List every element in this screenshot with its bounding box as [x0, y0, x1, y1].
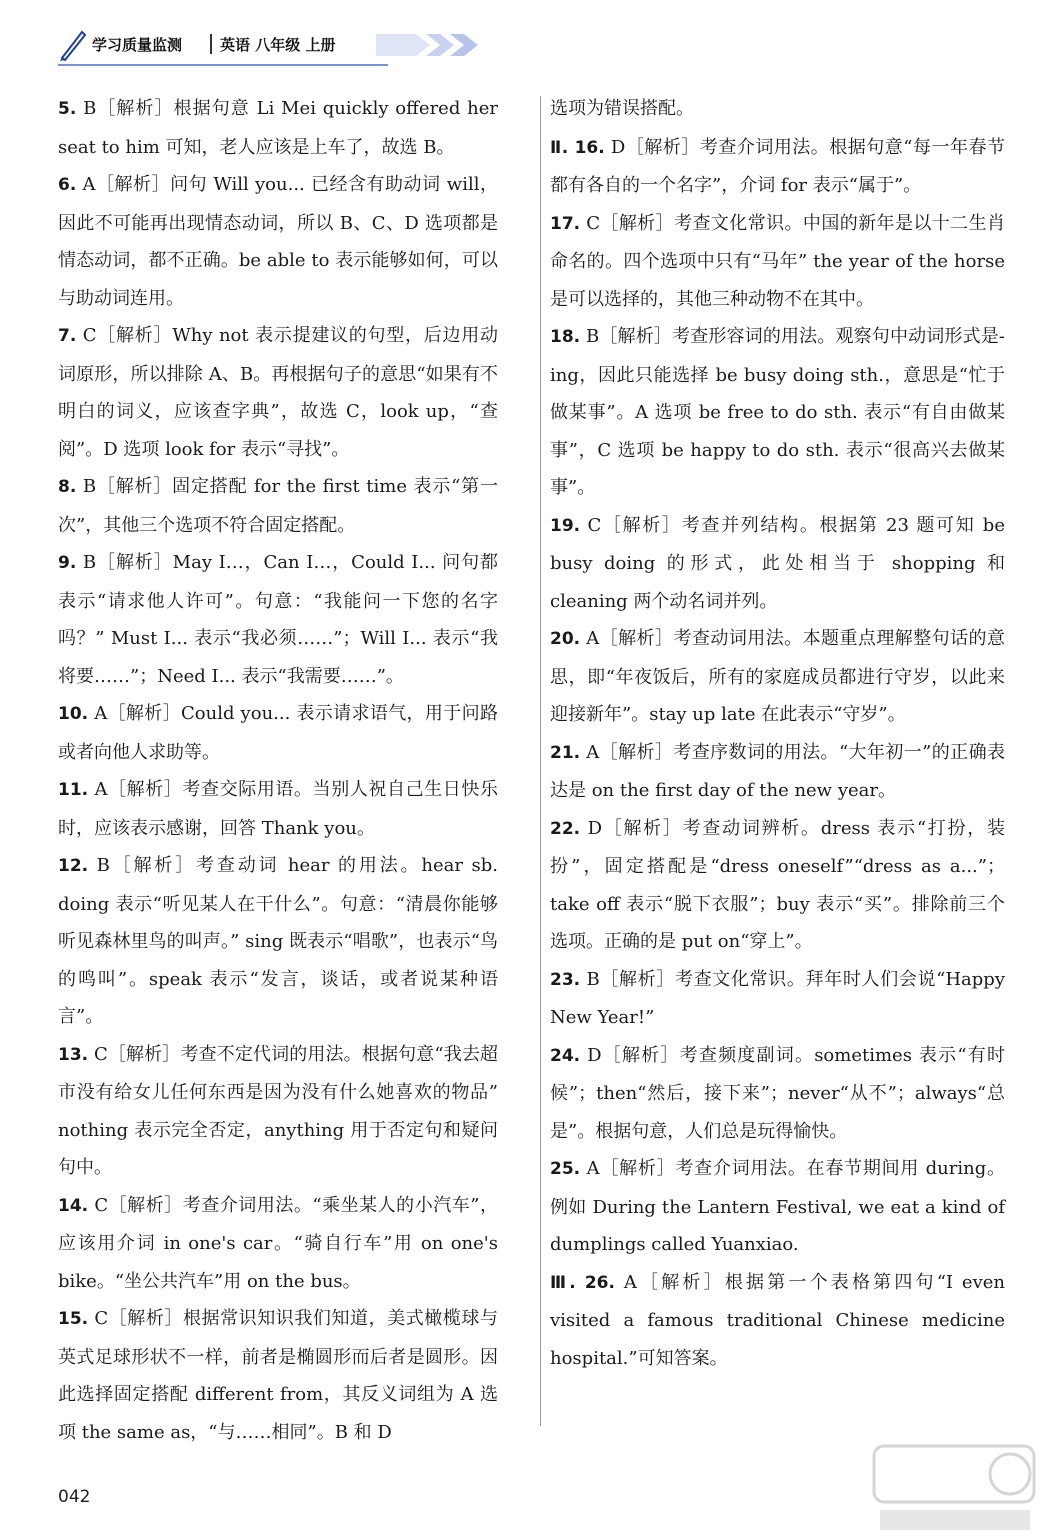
answer-item — [550, 1037, 1005, 1151]
item-text: B［解析］May I…，Can I…，Could I... 问句都表示“请求他人许可”。句意：“我能问一下您的名字吗？” Must I... 表示“我必须……”；Will I... 表示“我将要……”；Need I... 表示“我需要……”。 — [58, 552, 498, 687]
item-number: 9. — [58, 553, 77, 573]
answer-item — [58, 317, 498, 468]
answer-item — [550, 961, 1005, 1037]
item-text: D［解析］考查介词用法。根据句意“每一年春节都有各自的一个名字”，介词 for 表示“属于”。 — [550, 136, 1005, 196]
item-number: 23. — [550, 969, 581, 990]
item-text: A［解析］考查序数词的用法。“大年初一”的正确表达是 on the first day of the new year。 — [550, 741, 1005, 801]
item-text: 选项为错误搭配。 — [550, 98, 694, 119]
item-number: 19. — [550, 515, 581, 536]
subject-label: 英语 八年级 上册 — [220, 36, 336, 54]
answer-item — [550, 129, 1005, 205]
item-text: B［解析］根据句意 Li Mei quickly offered her seat to him 可知，老人应该是上车了，故选 B。 — [58, 98, 498, 158]
item-text: A［解析］根据第一个表格第四句“I even visited a famous traditional Chinese medicine hospital.”可知答案。 — [550, 1271, 1006, 1369]
answer-item — [58, 166, 498, 317]
item-text: A［解析］问句 Will you... 已经含有助动词 will，因此不可能再出现情态动词，所以 B、C、D 选项都是情态动词，都不正确。be able to 表示能够如何，可以与助动词连用。 — [58, 174, 498, 309]
answer-item — [58, 847, 498, 1036]
pen-icon — [58, 28, 88, 62]
item-number: Ⅲ. 26. — [550, 1272, 615, 1293]
answer-item — [58, 544, 498, 695]
answer-item — [550, 1150, 1005, 1264]
item-number: 18. — [550, 327, 581, 347]
item-text: C［解析］考查不定代词的用法。根据句意“我去超市没有给女儿任何东西是因为没有什么她喜欢的物品” nothing 表示完全否定，anything 用于否定句和疑问句中。 — [58, 1043, 498, 1178]
column-divider — [540, 96, 541, 1426]
answer-item — [550, 1264, 1005, 1378]
answer-item — [58, 1036, 498, 1187]
answer-item — [58, 468, 498, 544]
item-text: A［解析］考查交际用语。当别人祝自己生日快乐时，应该表示感谢，回答 Thank you。 — [58, 779, 498, 839]
item-number: 24. — [550, 1045, 581, 1066]
answer-item — [550, 620, 1005, 734]
item-number: Ⅱ. 16. — [550, 137, 605, 158]
item-text: B［解析］考查文化常识。拜年时人们会说“Happy New Year!” — [550, 968, 1005, 1028]
item-number: 17. — [550, 213, 581, 234]
page-number: 042 — [58, 1487, 91, 1507]
item-number: 6. — [58, 175, 77, 195]
answer-column-right — [550, 90, 1005, 1377]
answer-item — [58, 771, 498, 847]
item-number: 21. — [550, 742, 581, 763]
item-text: C［解析］根据常识知识我们知道，美式橄榄球与英式足球形状不一样，前者是椭圆形而后者是圆形。因此选择固定搭配 different from，其反义词组为 A 选项 the same as，“与……相同”。B 和 D — [58, 1308, 498, 1443]
item-text: A［解析］Could you... 表示请求语气，用于问路或者向他人求助等。 — [58, 703, 498, 763]
answer-item — [58, 1300, 498, 1451]
item-number: 12. — [58, 856, 89, 876]
answer-item — [58, 1187, 498, 1301]
item-text: A［解析］考查动词用法。本题重点理解整句话的意思，即“年夜饭后，所有的家庭成员都进行守岁，以此来迎接新年”。stay up late 在此表示“守岁”。 — [550, 628, 1005, 725]
item-number: 11. — [58, 780, 89, 800]
item-number: 13. — [58, 1044, 89, 1065]
item-text: C［解析］Why not 表示提建议的句型，后边用动词原形，所以排除 A、B。再根据句子的意思“如果有不明白的词义，应该查字典”，故选 C，look up，“查阅”。D 选项 look for 表示“寻找”。 — [58, 325, 498, 460]
item-number: 10. — [58, 704, 89, 724]
answer-item — [550, 318, 1005, 507]
series-title: 学习质量监测 — [92, 36, 183, 54]
header-rule — [58, 64, 388, 66]
item-text: A［解析］考查介词用法。在春节期间用 during。例如 During the Lantern Festival, we eat a kind of dumplings called Yuanxiao. — [550, 1158, 1005, 1255]
item-text: B［解析］考查形容词的用法。观察句中动词形式是-ing，因此只能选择 be busy doing sth.，意思是“忙于做某事”。A 选项 be free to do sth. 表示“有自由做某事”，C 选项 be happy to do sth. 表示“很高兴去做某事”。 — [550, 326, 1005, 498]
item-text: C［解析］考查文化常识。中国的新年是以十二生肖命名的。四个选项中只有“马年” the year of the horse 是可以选择的，其他三种动物不在其中。 — [550, 212, 1005, 310]
page-header — [58, 26, 498, 66]
answer-item — [550, 205, 1005, 319]
answer-item — [550, 507, 1005, 621]
answer-item — [550, 734, 1005, 810]
answer-item — [550, 810, 1005, 961]
chevron-right-icon — [376, 30, 496, 60]
item-number: 15. — [58, 1309, 89, 1329]
item-text: D［解析］考查动词辨析。dress 表示“打扮，装扮”，固定搭配是“dress oneself”“dress as a...”；take off 表示“脱下衣服”；buy 表示“买”。排除前三个选项。正确的是 put on“穿上”。 — [550, 817, 1005, 952]
item-text: C［解析］考查介词用法。“乘坐某人的小汽车”，应该用介词 in one's car。“骑自行车”用 on one's bike。“坐公共汽车”用 on the bus。 — [58, 1194, 498, 1292]
answer-item — [58, 90, 498, 166]
answer-item — [58, 695, 498, 771]
item-number: 20. — [550, 629, 581, 649]
item-number: 5. — [58, 99, 77, 119]
answer-item — [550, 90, 1005, 129]
item-number: 7. — [58, 326, 77, 346]
watermark-logo — [870, 1440, 1040, 1536]
item-text: D［解析］考查频度副词。sometimes 表示“有时候”；then“然后，接下来”；never“从不”；always“总是”。根据句意，人们总是玩得愉快。 — [550, 1044, 1005, 1142]
item-text: B［解析］考查动词 hear 的用法。hear sb. doing 表示“听见某人在干什么”。句意：“清晨你能够听见森林里鸟的叫声。” sing 既表示“唱歌”，也表示“鸟的鸣叫”。speak 表示“发言，谈话，或者说某种语言”。 — [58, 855, 498, 1027]
header-separator — [210, 34, 212, 54]
item-text: B［解析］固定搭配 for the first time 表示“第一次”，其他三个选项不符合固定搭配。 — [58, 476, 498, 536]
item-number: 14. — [58, 1195, 89, 1216]
answer-column-left — [58, 90, 498, 1451]
item-number: 25. — [550, 1159, 581, 1179]
item-text: C［解析］考查并列结构。根据第 23 题可知 be busy doing 的形式，此处相当于 shopping 和 cleaning 两个动名词并列。 — [550, 514, 1005, 612]
item-number: 8. — [58, 477, 77, 497]
item-number: 22. — [550, 818, 581, 839]
